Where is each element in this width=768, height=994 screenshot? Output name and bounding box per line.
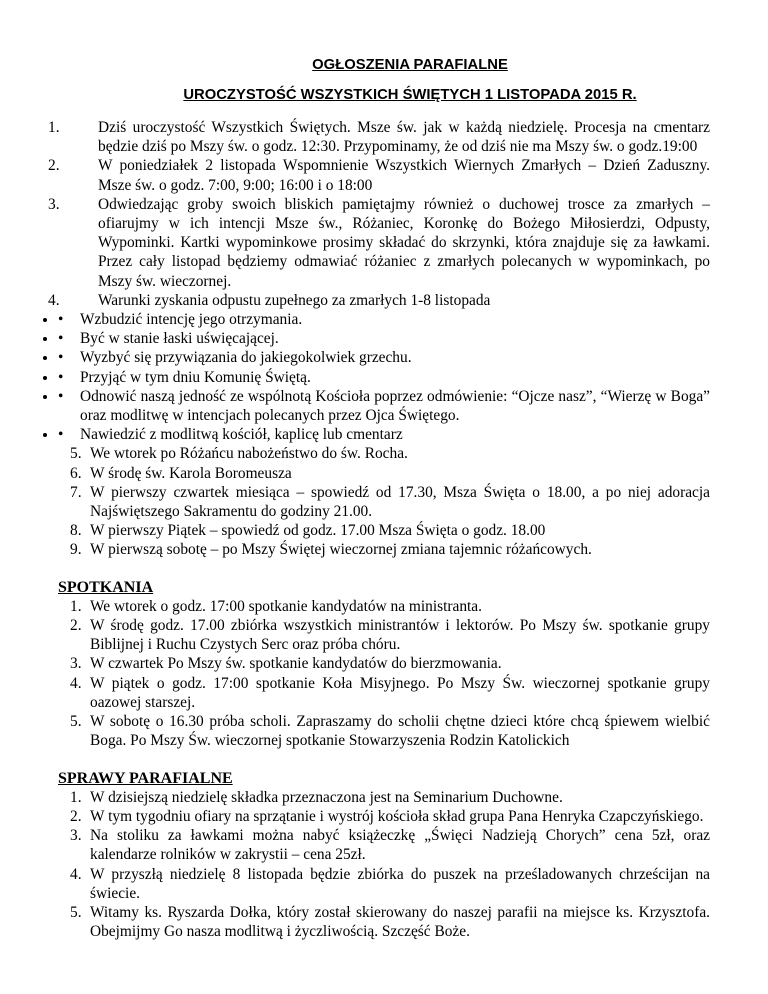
item-text: Dziś uroczystość Wszystkich Świętych. Msze św. jak w każdą niedzielę. Procesja na cmentarz będzie dziś po Mszy św. o godz. 12:30. Przypominamy, że od dziś nie ma Mszy św. o godz.19:00 <box>98 119 710 156</box>
item-text: Warunki zyskania odpustu zupełnego za zmarłych 1-8 listopada <box>98 291 491 309</box>
list-item <box>48 712 710 750</box>
bullet-item <box>58 425 710 444</box>
bullet-icon: • • <box>58 368 64 386</box>
list-item <box>48 807 710 826</box>
item-text: W sobotę o 16.30 próba scholi. Zapraszamy do scholii chętne dzieci które chcą śpiewem wielbić Boga. Po Mszy Św. wieczornej spotkanie Stowarzyszenia Rodzin Katolickich <box>90 713 710 750</box>
bullet-text: Odnowić naszą jedność ze wspólnotą Kościoła poprzez odmówienie: “Ojcze nasz”, “Wierzę w Boga” oraz modlitwę w intencjach polecanych przez Ojca Świętego. <box>80 387 710 425</box>
bullet-text: Być w stanie łaski uświęcającej. <box>80 330 279 348</box>
bullet-icon: • • <box>58 426 64 444</box>
item-text: Na stoliku za ławkami można nabyć książeczkę „Święci Nadzieją Chorych” cena 5zł, oraz kalendarze rolników w zakrystii – cena 25zł. <box>90 827 710 864</box>
item-text: W pierwszy Piątek – spowiedź od godz. 17.00 Msza Święta o godz. 18.00 <box>90 522 546 540</box>
item-number: 5. <box>70 903 82 921</box>
item-text: W czwartek Po Mszy św. spotkanie kandydatów do bierzmowania. <box>90 655 502 673</box>
list-item <box>48 903 710 941</box>
bullet-item <box>58 329 710 348</box>
bullet-icon: • • <box>58 330 64 348</box>
item-text: We wtorek o godz. 17:00 spotkanie kandydatów na ministranta. <box>90 597 482 615</box>
item-text: W piątek o godz. 17:00 spotkanie Koła Misyjnego. Po Mszy Św. wieczornej spotkanie grupy oazowej starszej. <box>90 674 710 711</box>
list-item <box>48 444 710 463</box>
document-title: OGŁOSZENIA PARAFIALNE <box>312 57 508 73</box>
item-text: W przyszłą niedzielę 8 listopada będzie zbiórka do puszek na prześladowanych chrześcijan na świecie. <box>90 865 710 902</box>
item-text: W dzisiejszą niedzielę składka przeznaczona jest na Seminarium Duchowne. <box>90 788 563 806</box>
item-text: W poniedziałek 2 listopada Wspomnienie Wszystkich Wiernych Zmarłych – Dzień Zaduszny. Msze św. o godz. 7:00, 9:00; 16:00 i o 18:00 <box>98 157 710 194</box>
item-number: 5. <box>70 445 82 463</box>
item-number: 5. <box>70 713 82 731</box>
bullet-item <box>58 387 710 425</box>
bullet-text: Wyzbyć się przywiązania do jakiegokolwiek grzechu. <box>80 349 412 367</box>
bullet-item <box>58 310 710 329</box>
item-text: We wtorek po Różańcu nabożeństwo do św. Rocha. <box>90 445 408 463</box>
list-item <box>48 865 710 903</box>
bullet-item <box>58 368 710 387</box>
bullet-icon: • • <box>58 349 64 367</box>
item-text: W środę godz. 17.00 zbiórka wszystkich ministrantów i lektorów. Po Mszy św. spotkanie grupy Biblijnej i Ruchu Czystych Serc oraz próba chóru. <box>90 617 710 654</box>
document-subtitle: UROCZYSTOŚĆ WSZYSTKICH ŚWIĘTYCH 1 LISTOPADA 2015 R. <box>183 87 637 103</box>
announcements-more-list <box>48 444 710 559</box>
indulgence-conditions-list <box>58 310 710 444</box>
list-item <box>48 616 710 654</box>
bullet-item <box>58 348 710 367</box>
parish-matters-list <box>48 788 710 942</box>
item-text: W pierwszą sobotę – po Mszy Świętej wieczornej zmiana tajemnic różańcowych. <box>90 541 592 559</box>
document-page <box>48 50 710 941</box>
item-text: W tym tygodniu ofiary na sprzątanie i wystrój kościoła skład grupa Pana Henryka Czapczyńskiego. <box>90 807 704 825</box>
list-item <box>48 654 710 673</box>
announcements-list <box>48 118 710 310</box>
item-number: 7. <box>70 483 82 501</box>
item-text: Witamy ks. Ryszarda Dołka, który został skierowany do naszej parafii na miejsce ks. Krzysztofa. Obejmijmy Go nasza modlitwą i życzliwością. Szczęść Boże. <box>90 903 710 941</box>
parish-matters-heading: SPRAWY PARAFIALNE <box>58 769 233 787</box>
list-item <box>48 674 710 712</box>
list-item <box>48 483 710 521</box>
item-number: 1. <box>70 597 82 615</box>
list-item <box>48 597 710 616</box>
list-item <box>48 195 710 291</box>
list-item <box>48 464 710 483</box>
item-number: 4. <box>70 865 82 883</box>
item-number: 2. <box>70 617 82 635</box>
bullet-text: Nawiedzić z modlitwą kościół, kaplicę lub cmentarz <box>80 426 403 444</box>
item-number: 1. <box>48 119 60 136</box>
list-item <box>48 156 710 194</box>
item-number: 1. <box>70 788 82 806</box>
bullet-icon: • • <box>58 311 64 329</box>
list-item <box>48 540 710 559</box>
list-item <box>48 291 710 310</box>
item-text: W środę św. Karola Boromeusza <box>90 464 292 482</box>
list-item <box>48 826 710 864</box>
item-number: 4. <box>48 291 60 309</box>
item-number: 3. <box>70 655 82 673</box>
list-item <box>48 118 710 156</box>
item-text: Odwiedzając groby swoich bliskich pamiętajmy również o duchowej trosce za zmarłych – ofiarujmy w ich intencji Msze św., Różaniec, Koronkę do Bożego Miłosierdzi, Odpusty, Wypominki. Kartki wypominkowe prosimy składać do skrzynki, która znajduje się za ławkami. Przez cały listopad będziemy odmawiać różaniec z zmarłych polecanych w wypominkach, po Mszy św. wieczornej. <box>98 195 710 290</box>
item-number: 2. <box>70 807 82 825</box>
list-item <box>48 521 710 540</box>
item-number: 6. <box>70 464 82 482</box>
item-number: 3. <box>48 195 60 213</box>
item-number: 2. <box>48 157 60 175</box>
bullet-text: Przyjąć w tym dniu Komunię Świętą. <box>80 368 311 386</box>
item-number: 3. <box>70 827 82 845</box>
bullet-icon: • • <box>58 387 64 405</box>
list-item <box>48 788 710 807</box>
item-number: 4. <box>70 674 82 692</box>
item-number: 9. <box>70 541 82 559</box>
bullet-text: Wzbudzić intencję jego otrzymania. <box>80 311 303 329</box>
meetings-heading: SPOTKANIA <box>58 578 154 596</box>
item-number: 8. <box>70 522 82 540</box>
item-text: W pierwszy czwartek miesiąca – spowiedź od 17.30, Msza Święta o 18.00, a po niej adoracja Najświętszego Sakramentu do godziny 21.00. <box>90 483 710 521</box>
meetings-list <box>48 597 710 751</box>
